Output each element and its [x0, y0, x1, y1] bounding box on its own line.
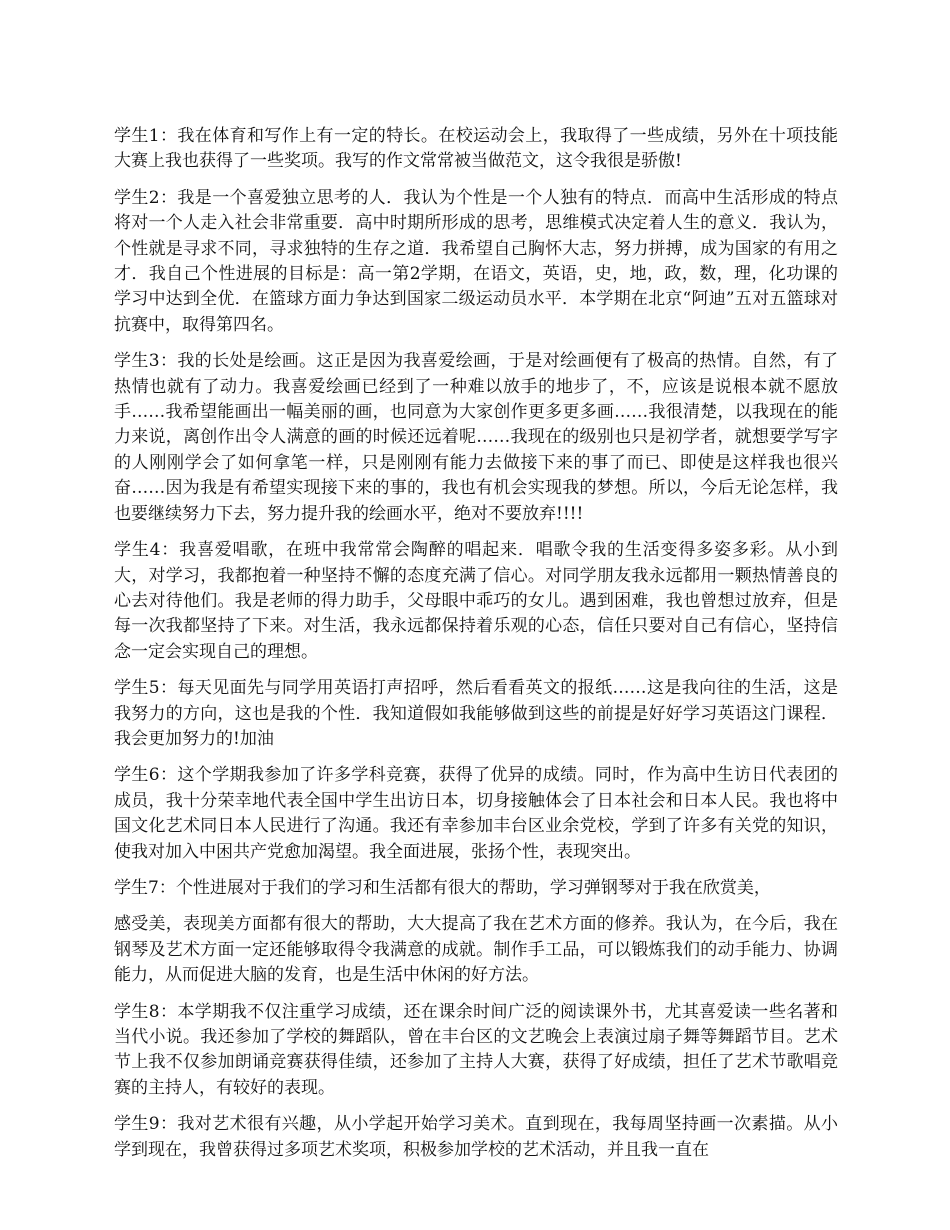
paragraph-student-7 [114, 876, 838, 901]
paragraph-student-2 [114, 186, 838, 338]
document-body [114, 124, 838, 1174]
student-label: 学生8： [114, 1001, 178, 1022]
paragraph-text: 感受美，表现美方面都有很大的帮助，大大提高了我在艺术方面的修养。我认为，在今后，我在钢琴及艺术方面一定还能够取得令我满意的成就。制作手工品，可以锻炼我们的动手能力、协调能力，从而促进大脑的发育，也是生活中休闲的好方法。 [114, 914, 838, 986]
paragraph-student-4 [114, 538, 838, 665]
student-label: 学生1： [114, 126, 178, 146]
paragraph-student-3 [114, 349, 838, 527]
paragraph-student-7-continued [114, 912, 838, 988]
paragraph-student-5 [114, 676, 838, 752]
student-label: 学生4： [114, 540, 180, 561]
paragraph-text: 这个学期我参加了许多学科竞赛，获得了优异的成绩。同时，作为高中生访日代表团的成员，我十分荣幸地代表全国中学生出访日本，切身接触体会了日本社会和日本人民。我也将中国文化艺术同日本人民进行了沟通。我还有幸参加丰台区业余党校，学到了许多有关党的知识，使我对加入中困共产党愈加渴望。我全面进展，张扬个性，表现突出。 [114, 765, 838, 862]
paragraph-student-8 [114, 1000, 838, 1102]
paragraph-text: 我在体育和写作上有一定的特长。在校运动会上，我取得了一些成绩，另外在十项技能大赛上我也获得了一些奖项。我写的作文常常被当做范文，这令我很是骄傲! [114, 126, 838, 172]
paragraph-text: 我的长处是绘画。这正是因为我喜爱绘画，于是对绘画便有了极高的热情。自然，有了热情也就有了动力。我喜爱绘画已经到了一种难以放手的地步了，不，应该是说根本就不愿放手……我希望能画出一幅美丽的画，也同意为大家创作更多更多画……我很清楚，以我现在的能力来说，离创作出令人满意的画的时候还远着呢……我现在的级别也只是初学者，就想要学写字的人刚刚学会了如何拿笔一样，只是刚刚有能力去做接下来的事了而已、即使是这样我也很兴奋……因为我是有希望实现接下来的事的，我也有机会实现我的梦想。所以，今后无论怎样，我也要继续努力下去，努力提升我的绘画水平，绝对不要放弃!!!! [114, 351, 838, 524]
student-label: 学生7： [114, 877, 176, 898]
student-label: 学生9： [114, 1114, 178, 1135]
student-label: 学生6： [114, 765, 178, 786]
paragraph-text: 本学期我不仅注重学习成绩，还在课余时间广泛的阅读课外书，尤其喜爱读一些名著和当代小说。我还参加了学校的舞蹈队，曾在丰台区的文艺晚会上表演过扇子舞等舞蹈节目。艺术节上我不仅参加朗诵竞赛获得佳绩，还参加了主持人大赛，获得了好成绩，担任了艺术节歌唱竞赛的主持人，有较好的表现。 [114, 1001, 838, 1098]
paragraph-text: 我是一个喜爱独立思考的人．我认为个性是一个人独有的特点．而高中生活形成的特点将对一个人走入社会非常重要．高中时期所形成的思考，思维模式决定着人生的意义．我认为，个性就是寻求不同，寻求独特的生存之道．我希望自己胸怀大志，努力拼搏，成为国家的有用之才．我自己个性进展的目标是：高一第2学期，在语文，英语，史，地，政，数，理，化功课的学习中达到全优．在篮球方面力争达到国家二级运动员水平．本学期在北京“阿迪”五对五篮球对抗赛中，取得第四名。 [114, 187, 838, 335]
student-label: 学生2： [114, 187, 178, 208]
student-label: 学生3： [114, 351, 178, 372]
paragraph-text: 我喜爱唱歌，在班中我常常会陶醉的唱起来．唱歌令我的生活变得多姿多彩。从小到大，对学习，我都抱着一种坚持不懈的态度充满了信心。对同学朋友我永远都用一颗热情善良的心去对待他们。我是老师的得力助手，父母眼中乖巧的女儿。遇到困难，我也曾想过放弃，但是每一次我都坚持了下来。对生活，我永远都保持着乐观的心态，信任只要对自己有信心，坚持信念一定会实现自己的理想。 [114, 540, 838, 662]
paragraph-text: 个性进展对于我们的学习和生活都有很大的帮助，学习弹钢琴对于我在欣赏美， [175, 877, 771, 898]
student-label: 学生5： [114, 678, 178, 699]
paragraph-student-1 [114, 124, 838, 175]
paragraph-text: 每天见面先与同学用英语打声招呼，然后看看英文的报纸……这是我向往的生活，这是我努力的方向，这也是我的个性．我知道假如我能够做到这些的前提是好好学习英语这门课程．我会更加努力的!加油 [114, 678, 838, 749]
paragraph-student-6 [114, 763, 838, 865]
paragraph-text: 我对艺术很有兴趣，从小学起开始学习美术。直到现在，我每周坚持画一次素描。从小学到现在，我曾获得过多项艺术奖项，积极参加学校的艺术活动，并且我一直在 [114, 1114, 838, 1160]
paragraph-student-9 [114, 1112, 838, 1163]
